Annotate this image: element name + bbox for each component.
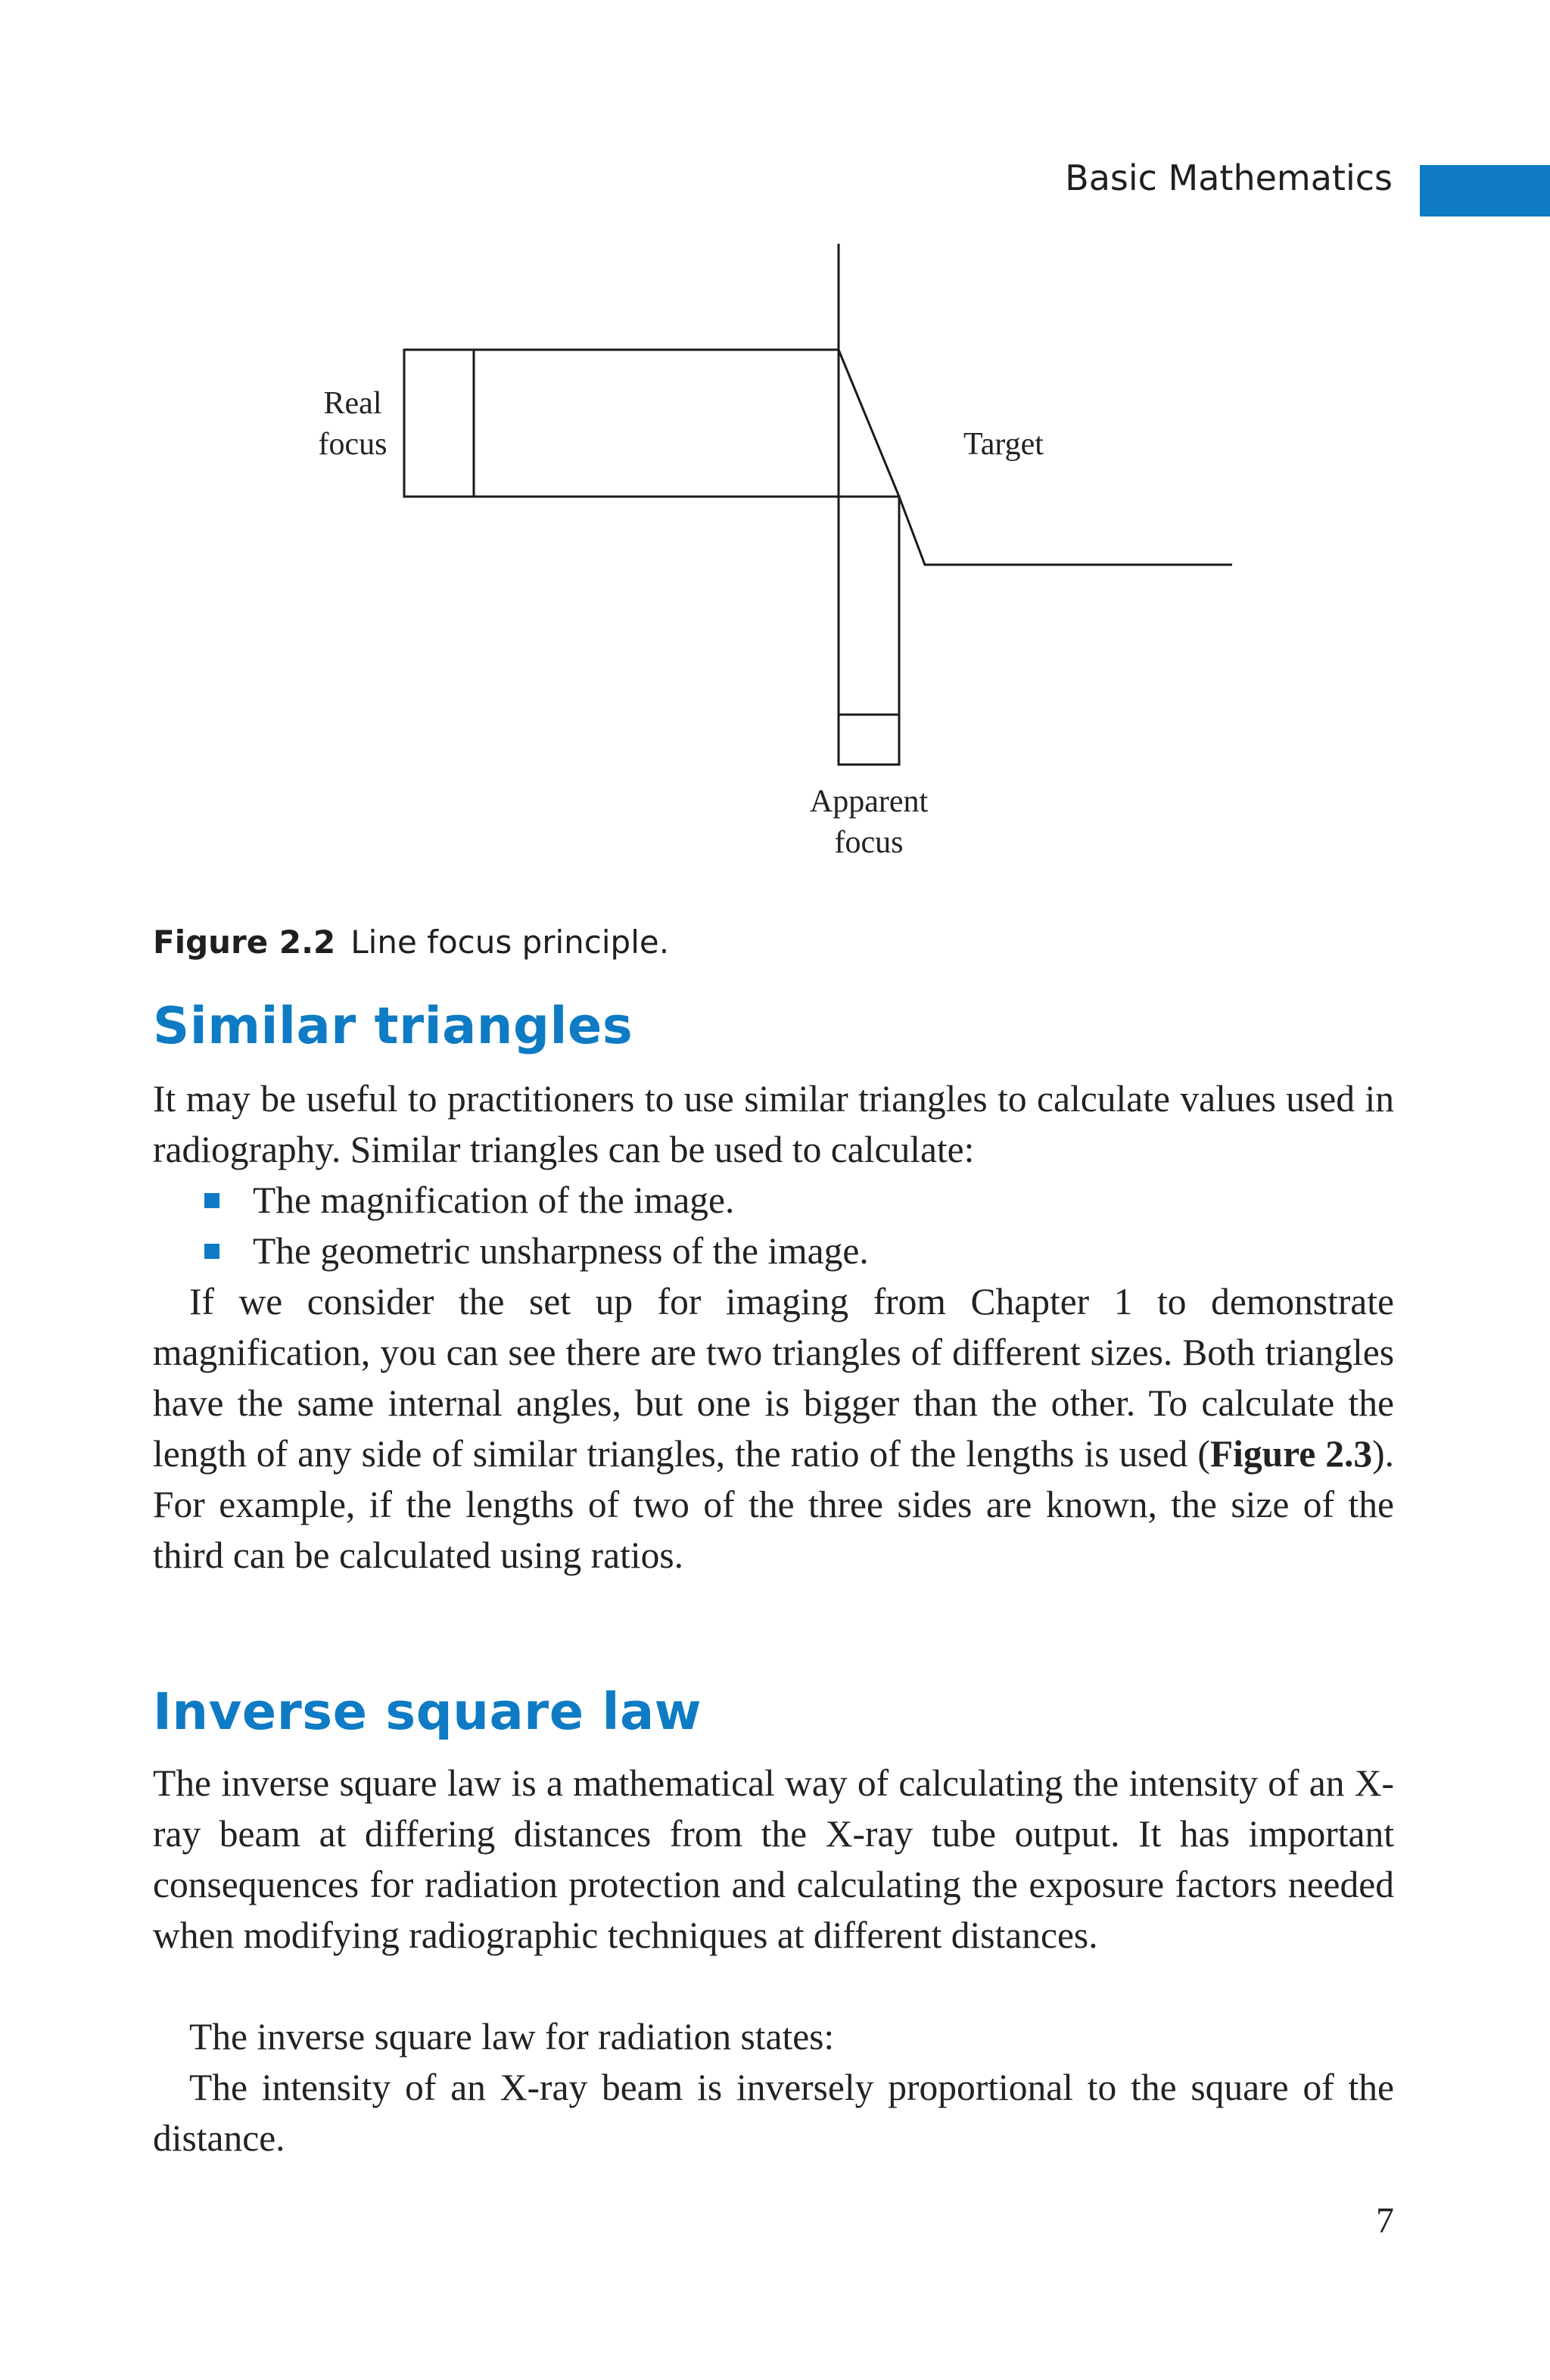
body-text-end: ). For example, if the lengths of two of the three sides are known, the size of the third can be calculated using ratios. — [153, 1433, 1394, 1576]
body-text-start: If we consider the set up for imaging from Chapter 1 to demonstrate magnification, you can see there are two triangles of different sizes. Both triangles have the same internal angles, but one is bigger than the other. To calculate the length of any side of similar triangles, the ratio of the lengths is used ( — [153, 1281, 1394, 1475]
figure-caption-label: Figure 2.2 — [153, 924, 336, 961]
section-heading-inverse-square-law: Inverse square law — [153, 1682, 702, 1741]
list-item — [153, 1175, 1394, 1226]
page-number: 7 — [1376, 2201, 1394, 2241]
section-heading-similar-triangles: Similar triangles — [153, 996, 633, 1055]
running-header: Basic Mathematics — [1065, 157, 1393, 198]
inverse-square-para-3: The intensity of an X-ray beam is inversely proportional to the square of the distance. — [153, 2067, 1394, 2159]
real-focus-label-2: focus — [318, 427, 388, 462]
inverse-square-para-1: The inverse square law is a mathematical way of calculating the intensity of an X-ray beam at differing distances from the X-ray tube output. It has important consequences for radiation protection and calculating the exposure factors needed when modifying radiographic techniques at different distances. — [153, 1762, 1394, 1956]
similar-triangles-body — [153, 1276, 1394, 1581]
figure-caption-text: Line focus principle. — [350, 924, 670, 961]
bullet-list — [153, 1175, 1394, 1276]
apparent-focus-label-2: focus — [834, 825, 904, 860]
line-focus-diagram — [0, 0, 1550, 908]
figure-reference-link: Figure 2.3 — [1209, 1433, 1373, 1475]
target-label: Target — [963, 427, 1044, 462]
apparent-focus-label-1: Apparent — [809, 784, 929, 819]
list-item-text: The geometric unsharpness of the image. — [253, 1230, 869, 1272]
real-focus-label-1: Real — [323, 386, 382, 421]
apparent-focus-outer-box — [839, 497, 899, 765]
list-item — [153, 1226, 1394, 1276]
similar-triangles-intro: It may be useful to practitioners to use similar triangles to calculate values used in radiography. Similar triangles can be used to calculate: — [153, 1078, 1394, 1170]
square-bullet-icon — [204, 1244, 219, 1259]
list-item-text: The magnification of the image. — [253, 1179, 735, 1221]
square-bullet-icon — [204, 1193, 219, 1208]
figure-caption — [153, 924, 669, 961]
real-focus-outer-box — [404, 350, 839, 497]
inverse-square-para-2: The inverse square law for radiation states: — [189, 2016, 835, 2058]
